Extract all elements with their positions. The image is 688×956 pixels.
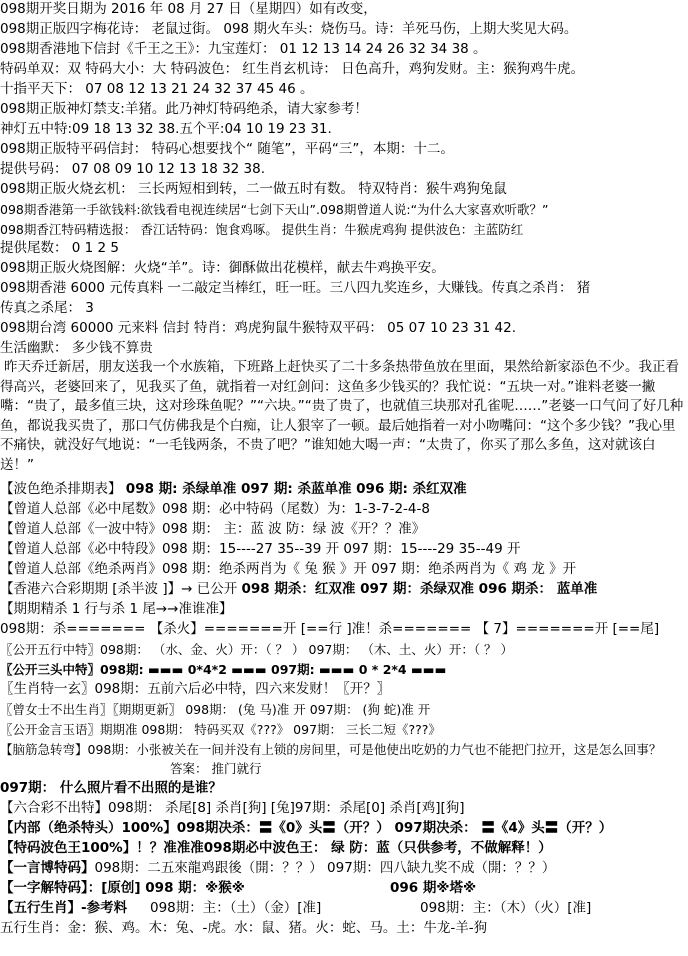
table-row xyxy=(0,480,688,499)
row-label: 【一字解特码】：[原创] 098 期：※猴※ xyxy=(0,880,245,896)
table-row: 五行生肖：金：猴、鸡。木：兔、-虎。水：鼠、猪。火：蛇、马。土：牛龙-羊-狗 xyxy=(0,920,488,936)
row-label: 【波色绝杀排期表】 xyxy=(0,481,126,497)
table-row: 〖公开三头中特〗098期: ▬▬▬ 0*4*2 ▬▬▬ 097期: ▬▬▬ 0 * 2*4 ▬▬▬ xyxy=(0,662,447,677)
text-line: 十指平天下： 07 08 12 13 21 24 32 37 45 46 。 xyxy=(0,81,314,97)
text-line: 097期： 什么照片看不出照的是谁？ xyxy=(0,780,222,796)
section-heading: 生活幽默： 多少钱不算贵 xyxy=(0,340,153,356)
text-line: 提供号码： 07 08 09 10 12 13 18 32 38. xyxy=(0,161,266,177)
row-value: 096 期※塔※ xyxy=(390,880,477,896)
text-line: 神灯五中特:09 18 13 32 38.五个平:04 10 19 23 31. xyxy=(0,121,332,137)
row-value: 098 期杀：红双准 097 期：杀绿双准 096 期杀： 蓝单准 xyxy=(241,581,598,597)
text-line: 098期台湾 60000 元来料 信封 特肖：鸡虎狗鼠牛猴特双平码： 05 07 10 23 31 42. xyxy=(0,320,516,336)
text-line: 特码单双：双 特码大小：大 特码波色： 红生肖玄机诗： 日色高升，鸡狗发财。主：猴狗鸡牛虎。 xyxy=(0,61,585,77)
table-row: 【期期精杀 1 行与杀 1 尾→→准谁准】 xyxy=(0,601,233,617)
text-line: 098期开奖日期为 2016 年 08 月 27 日（星期四）如有改变， xyxy=(0,1,377,17)
humor-story: 昨天乔迁新居，朋友送我一个水族箱，下班路上赶快买了二十多条热带鱼放在里面，果然给新家添色不少。我正看得高兴，老婆回来了，见我买了鱼，就指着一对红剑问：这鱼多少钱买的？我忙说：“五块一对。”谁料老婆一撇嘴：“贵了，最多值三块，这对珍珠鱼呢？”“六块。”“贵了贵了，也就值三块那对孔雀呢……”老婆一口气问了好几种鱼，都说我买贵了，那口气仿佛我是个白痴，让人狠宰了一顿。最后她指着一对小吻嘴问：“这个多少钱？”我心里不痛快，就没好气地说：“一毛钱两条，不贵了吧？”谁知她大喝一声：“太贵了，你买了那么多鱼，这对就该白送！” xyxy=(0,359,684,473)
row-label: 【内部（绝杀特头）100%】098期决杀： xyxy=(0,820,259,836)
table-row: 〖曾女士不出生肖〗〖期期更新〗 098期： (兔 马)准 开 097期： (狗 蛇)准 开 xyxy=(0,702,431,717)
table-row: 〖公开五行中特〗098期： （水、金、火）开：（ ？ ） 097期： （木、土、火）开：（ ？ ） xyxy=(0,642,514,657)
row-label: 【香港六合彩期期 [杀半波 ]】→ 已公开 xyxy=(0,581,242,597)
table-row: 【特码波色王100%】！？准准准098期必中波色王： 绿 防：蓝（只供参考，不做解释！） xyxy=(0,840,552,856)
text-line: 098期香港地下信封《千王之王》：九宝莲灯： 01 12 13 14 24 26 32 34 38 。 xyxy=(0,41,487,57)
row-value: 098期：主：（土）（金）[准] xyxy=(150,900,322,916)
table-row: 【曾道人总部《必中特段》098 期：15----27 35--39 开 097 期：15----29 35--49 开 xyxy=(0,541,521,557)
text-line: 传真之杀尾： 3 xyxy=(0,300,94,316)
text-line: 098期香江特码精选报： 香江话特码：饱食鸡啄。 提供生肖：牛猴虎鸡狗 提供波色：主蓝防红 xyxy=(0,222,524,237)
table-row: 098期：杀======= 【杀火】=======开 [==行 ]准！杀======= 【 7】=======开 [==尾] xyxy=(0,621,660,637)
table-row xyxy=(0,859,688,878)
table-row xyxy=(0,879,688,898)
row-label: 【五行生肖】-参考料 xyxy=(0,900,128,916)
table-row xyxy=(0,580,688,599)
table-row: 〖生肖特一玄〗098期：五前六后必中特，四六来发财！〖开？〗 xyxy=(0,681,391,697)
table-row: 【曾道人总部《绝杀两肖》098 期：绝杀两肖为《 兔 猴 》开 097 期：绝杀两肖为《 鸡 龙 》开 xyxy=(0,561,577,577)
table-row: 【六合彩不出特】098期： 杀尾[8] 杀肖[狗] [兔]97期：杀尾[0] 杀肖[鸡][狗] xyxy=(0,800,465,816)
text-line: 098期正版火烧玄机： 三长两短相到转，二一做五时有数。 特双特肖：猴牛鸡狗兔鼠 xyxy=(0,181,507,197)
table-row: 【曾道人总部《一波中特》098 期： 主：蓝 波 防：绿 波《开？？准》 xyxy=(0,521,426,537)
text-line: 098期正版神灯禁支:羊猪。此乃神灯特码绝杀，请大家参考！ xyxy=(0,101,368,117)
text-line: 098期正版特平码信封： 特码心想要找个“ 随笔”，平码“三”，本期：十二。 xyxy=(0,141,454,157)
text-line: 098期正版四字梅花诗： 老鼠过街。 098 期火车头：烧伤马。诗：羊死马伤，上期大奖见大码。 xyxy=(0,21,578,37)
row-value: 098 期: 杀绿单准 097 期: 杀蓝单准 096 期: 杀红双准 xyxy=(125,481,467,497)
table-row xyxy=(0,819,688,838)
riddle-answer: 答案： 推门就行 xyxy=(170,761,262,776)
riddle-question: 【脑筋急转弯】098期：小张被关在一间并没有上锁的房间里，可是他使出吃奶的力气也不能把门拉开，这是怎么回事？ xyxy=(0,742,662,757)
text-line: 098期香港 6000 元传真料 一二敲定当棒红，旺一旺。三八四九奖连乡，大赚钱。传真之杀肖： 猪 xyxy=(0,280,591,296)
row-value: 〓《0》头〓（开？） 097期决杀： 〓《4》头〓（开？） xyxy=(258,820,613,836)
text-line: 098期正版火烧图解：火烧“羊”。诗：御酥做出花模样，献去牛鸡换平安。 xyxy=(0,260,445,276)
row-value: 098期：二五來龍鸡跟後（開：？？） 097期：四八缺九奖不成（開：？？） xyxy=(94,860,556,876)
table-row xyxy=(0,899,688,918)
table-row: 〖公开金言玉语〗期期准 098期： 特码买双《???》 097期： 三长二短《???》 xyxy=(0,722,441,737)
row-label: 【一言博特码】 xyxy=(0,860,95,876)
row-value: 098期：主：（木）（火）[准] xyxy=(420,900,592,916)
table-row: 【曾道人总部《必中尾数》098 期：必中特码（尾数）为：1-3-7-2-4-8 xyxy=(0,501,430,517)
text-line: 098期香港第一手欲钱料:欲钱看电视连续居“七剑下天山”.098期曾道人说:“为什么大家喜欢听歌？” xyxy=(0,202,549,217)
text-line: 提供尾数： 0 1 2 5 xyxy=(0,240,120,256)
